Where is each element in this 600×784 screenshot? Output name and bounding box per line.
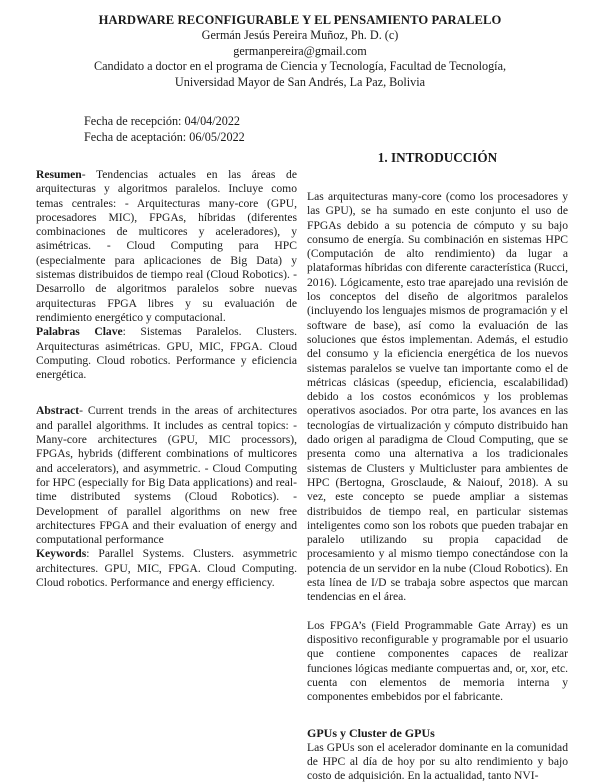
keywords-paragraph xyxy=(36,547,297,590)
left-column xyxy=(36,168,297,590)
accepted-date: Fecha de aceptación: 06/05/2022 xyxy=(84,129,245,144)
gpus-paragraph-1: Las GPUs son el acelerador dominante en la comunidad de HPC al día de hoy por su alto rendimiento y bajo costo de adquisición. En la actualidad, tanto NVI- xyxy=(307,740,568,783)
introduction-paragraph-1: Las arquitecturas many-core (como los procesadores y las GPU), se ha sumado en este conjunto el uso de FPGAs debido a su potencia de cómputo y su bajo consumo de energía. Su combinación en sistemas HPC (Computación de alto rendimiento) da lugar a plataformas híbridas con diferente característica (Rucci, 2016). Lógicamente, esto trae aparejado una revisión de los conceptos del diseño de algoritmos paralelos (incluyendo los lenguajes mismos de programación y el software de base), así como la evaluación de las soluciones que éstos implementan. Además, el estudio del consumo y la eficiencia energética de los nuevos sistemas paralelos se vuelve tan importante como el de métricas clásicas (speedup, eficiencia, escalabilidad) debido a los costos económicos y los problemas operativos asociados. Por otra parte, los avances en las tecnologías de virtualización y cómputo distribuido han dado origen al paradigma de Cloud Computing, que se presenta como una alternativa a los tradicionales sistemas de Clusters y Multicluster para ambientes de HPC (Bertogna, Grosclaude, & Naiouf, 2018). A su vez, este concepto se puede ampliar a sistemas distribuidos de tiempo real, en particular sistemas inteligentes como son los robots que pueden trabajar en paralelo utilizando su propia capacidad de procesamiento y al mismo tiempo conectándose con la potencia de un servidor en la nube (Cloud Robotics). En esta línea de I/D se trabaja sobre aspectos que marcan tendencias en el área. xyxy=(307,190,568,604)
introduction-heading: 1. INTRODUCCIÓN xyxy=(377,150,498,165)
gpus-subheading: GPUs y Cluster de GPUs xyxy=(307,726,435,741)
palabras-clave-paragraph xyxy=(36,325,297,382)
keywords-text: : Parallel Systems. Clusters. asymmetric architectures. GPU, MIC, FPGA. Cloud Computing. Cloud robotics. Performance and energy efficiency. xyxy=(36,547,297,590)
abstract-text: - Current trends in the areas of architectures and parallel algorithms. It includes as central topics: - Many-core architectures (GPU, MIC processors), FPGAs, hybrids (different combinations of multicores and accelerators), and asymmetric. - Cloud Computing for HPC (especially for Big Data applications) and real-time distributed systems (Cloud Robotics). - Development of parallel algorithms on new free architectures FPGA and their evaluation of energy and computational performance xyxy=(36,404,297,547)
author-affiliation-line-1: Candidato a doctor en el programa de Ciencia y Tecnología, Facultad de Tecnología, xyxy=(93,59,507,74)
palabras-clave-label: Palabras Clave xyxy=(36,325,123,339)
right-column xyxy=(307,150,568,784)
abstract-label: Abstract xyxy=(36,404,80,418)
resumen-text: - Tendencias actuales en las áreas de arquitecturas y algoritmos paralelos. Incluye como temas centrales: - Arquitecturas many-core (GPU, procesadores MIC), FPGAs, híbridas (diferentes combinaciones de multicores y aceleradores), y asimétricas. - Cloud Computing para HPC (especialmente para aplicaciones de Big Data) y sistemas distribuidos de tiempo real (Cloud Robotics). - Desarrollo de algoritmos paralelos sobre nuevas arquitecturas FPGA libres y su evaluación de rendimiento energético y computacional. xyxy=(36,168,297,324)
author-email: germanpereira@gmail.com xyxy=(233,43,367,58)
keywords-label: Keywords xyxy=(36,547,87,561)
paper-header xyxy=(0,12,600,90)
resumen-paragraph xyxy=(36,168,297,325)
author-affiliation-line-2: Universidad Mayor de San Andrés, La Paz, Bolivia xyxy=(174,74,426,89)
submission-dates xyxy=(84,114,245,145)
received-date: Fecha de recepción: 04/04/2022 xyxy=(84,114,241,128)
abstract-paragraph xyxy=(36,404,297,547)
introduction-paragraph-2: Los FPGA’s (Field Programmable Gate Array) es un dispositivo reconfigurable y programable por el usuario que contiene componentes capaces de realizar funciones lógicas mediante compuertas and, or, xor, etc. cuenta con elementos de memoria interna y componentes embebidos por el fabricante. xyxy=(307,618,568,704)
palabras-clave-text: : Sistemas Paralelos. Clusters. Arquitecturas asimétricas. GPU, MIC, FPGA. Cloud Computing. Cloud robotics. Performance y eficiencia energética. xyxy=(36,325,298,382)
resumen-label: Resumen xyxy=(36,168,82,181)
paper-title: HARDWARE RECONFIGURABLE Y EL PENSAMIENTO PARALELO xyxy=(98,13,502,27)
author-name: Germán Jesús Pereira Muñoz, Ph. D. (c) xyxy=(201,28,399,42)
